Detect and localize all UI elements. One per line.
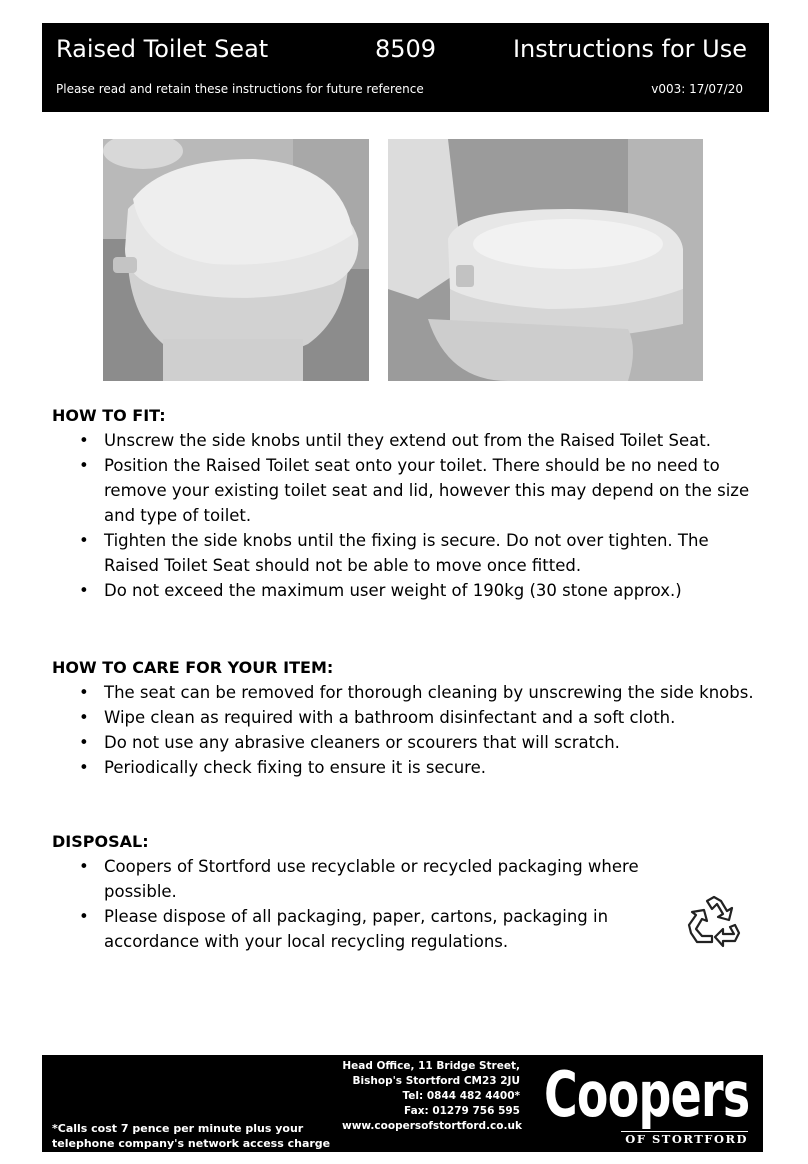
list-item: • Do not exceed the maximum user weight of 190kg (30 stone approx.) [52,578,762,603]
how-to-fit-section [52,403,762,603]
disposal-list [52,854,652,954]
disposal-heading: DISPOSAL: [52,832,149,851]
how-to-fit-heading: HOW TO FIT: [52,406,166,425]
how-to-care-list [52,680,762,780]
footer-bar [42,1055,763,1152]
fax-number: Fax: 01279 756 595 [404,1105,520,1117]
product-photo-lid-closed [103,139,369,381]
doc-type: Instructions for Use [512,35,747,63]
list-item: • Do not use any abrasive cleaners or scourers that will scratch. [52,730,762,755]
how-to-fit-list [52,428,762,603]
call-note-line: telephone company's network access charge [52,1137,331,1150]
product-photo-lid-open [388,139,703,381]
coopers-logo [544,1057,754,1149]
how-to-care-heading: HOW TO CARE FOR YOUR ITEM: [52,658,334,677]
logo-name: Coopers [544,1058,750,1131]
list-item: • The seat can be removed for thorough cleaning by unscrewing the side knobs. [52,680,762,705]
list-item: • Coopers of Stortford use recyclable or recycled packaging where possible. [52,854,652,904]
website-link[interactable]: www.coopersofstortford.co.uk [342,1120,522,1132]
list-item: • Tighten the side knobs until the fixing is secure. Do not over tighten. The Raised Toilet Seat should not be able to move once fitted. [52,528,762,578]
logo-subtitle: OF STORTFORD [621,1131,748,1146]
product-code: 8509 [375,35,437,63]
company-address [342,1059,520,1134]
list-item: • Position the Raised Toilet seat onto your toilet. There should be no need to remove your existing toilet seat and lid, however this may depend on the size and type of toilet. [52,453,762,528]
header-bar [42,23,769,112]
call-note-line: *Calls cost 7 pence per minute plus your [52,1122,304,1135]
address-line: Bishop's Stortford CM23 2JU [352,1075,520,1087]
retain-note: Please read and retain these instructions for future reference [56,82,424,96]
version: v003: 17/07/20 [651,82,743,96]
how-to-care-section [52,655,762,780]
phone-number: Tel: 0844 482 4400* [402,1090,520,1102]
address-line: Head Office, 11 Bridge Street, [342,1060,520,1072]
disposal-section [52,829,652,954]
doc-title: Raised Toilet Seat [56,35,269,63]
list-item: • Periodically check fixing to ensure it is secure. [52,755,762,780]
recycle-icon [685,893,743,951]
list-item: • Please dispose of all packaging, paper, cartons, packaging in accordance with your local recycling regulations. [52,904,652,954]
call-cost-note [52,1121,342,1151]
list-item: • Unscrew the side knobs until they extend out from the Raised Toilet Seat. [52,428,762,453]
list-item: • Wipe clean as required with a bathroom disinfectant and a soft cloth. [52,705,762,730]
